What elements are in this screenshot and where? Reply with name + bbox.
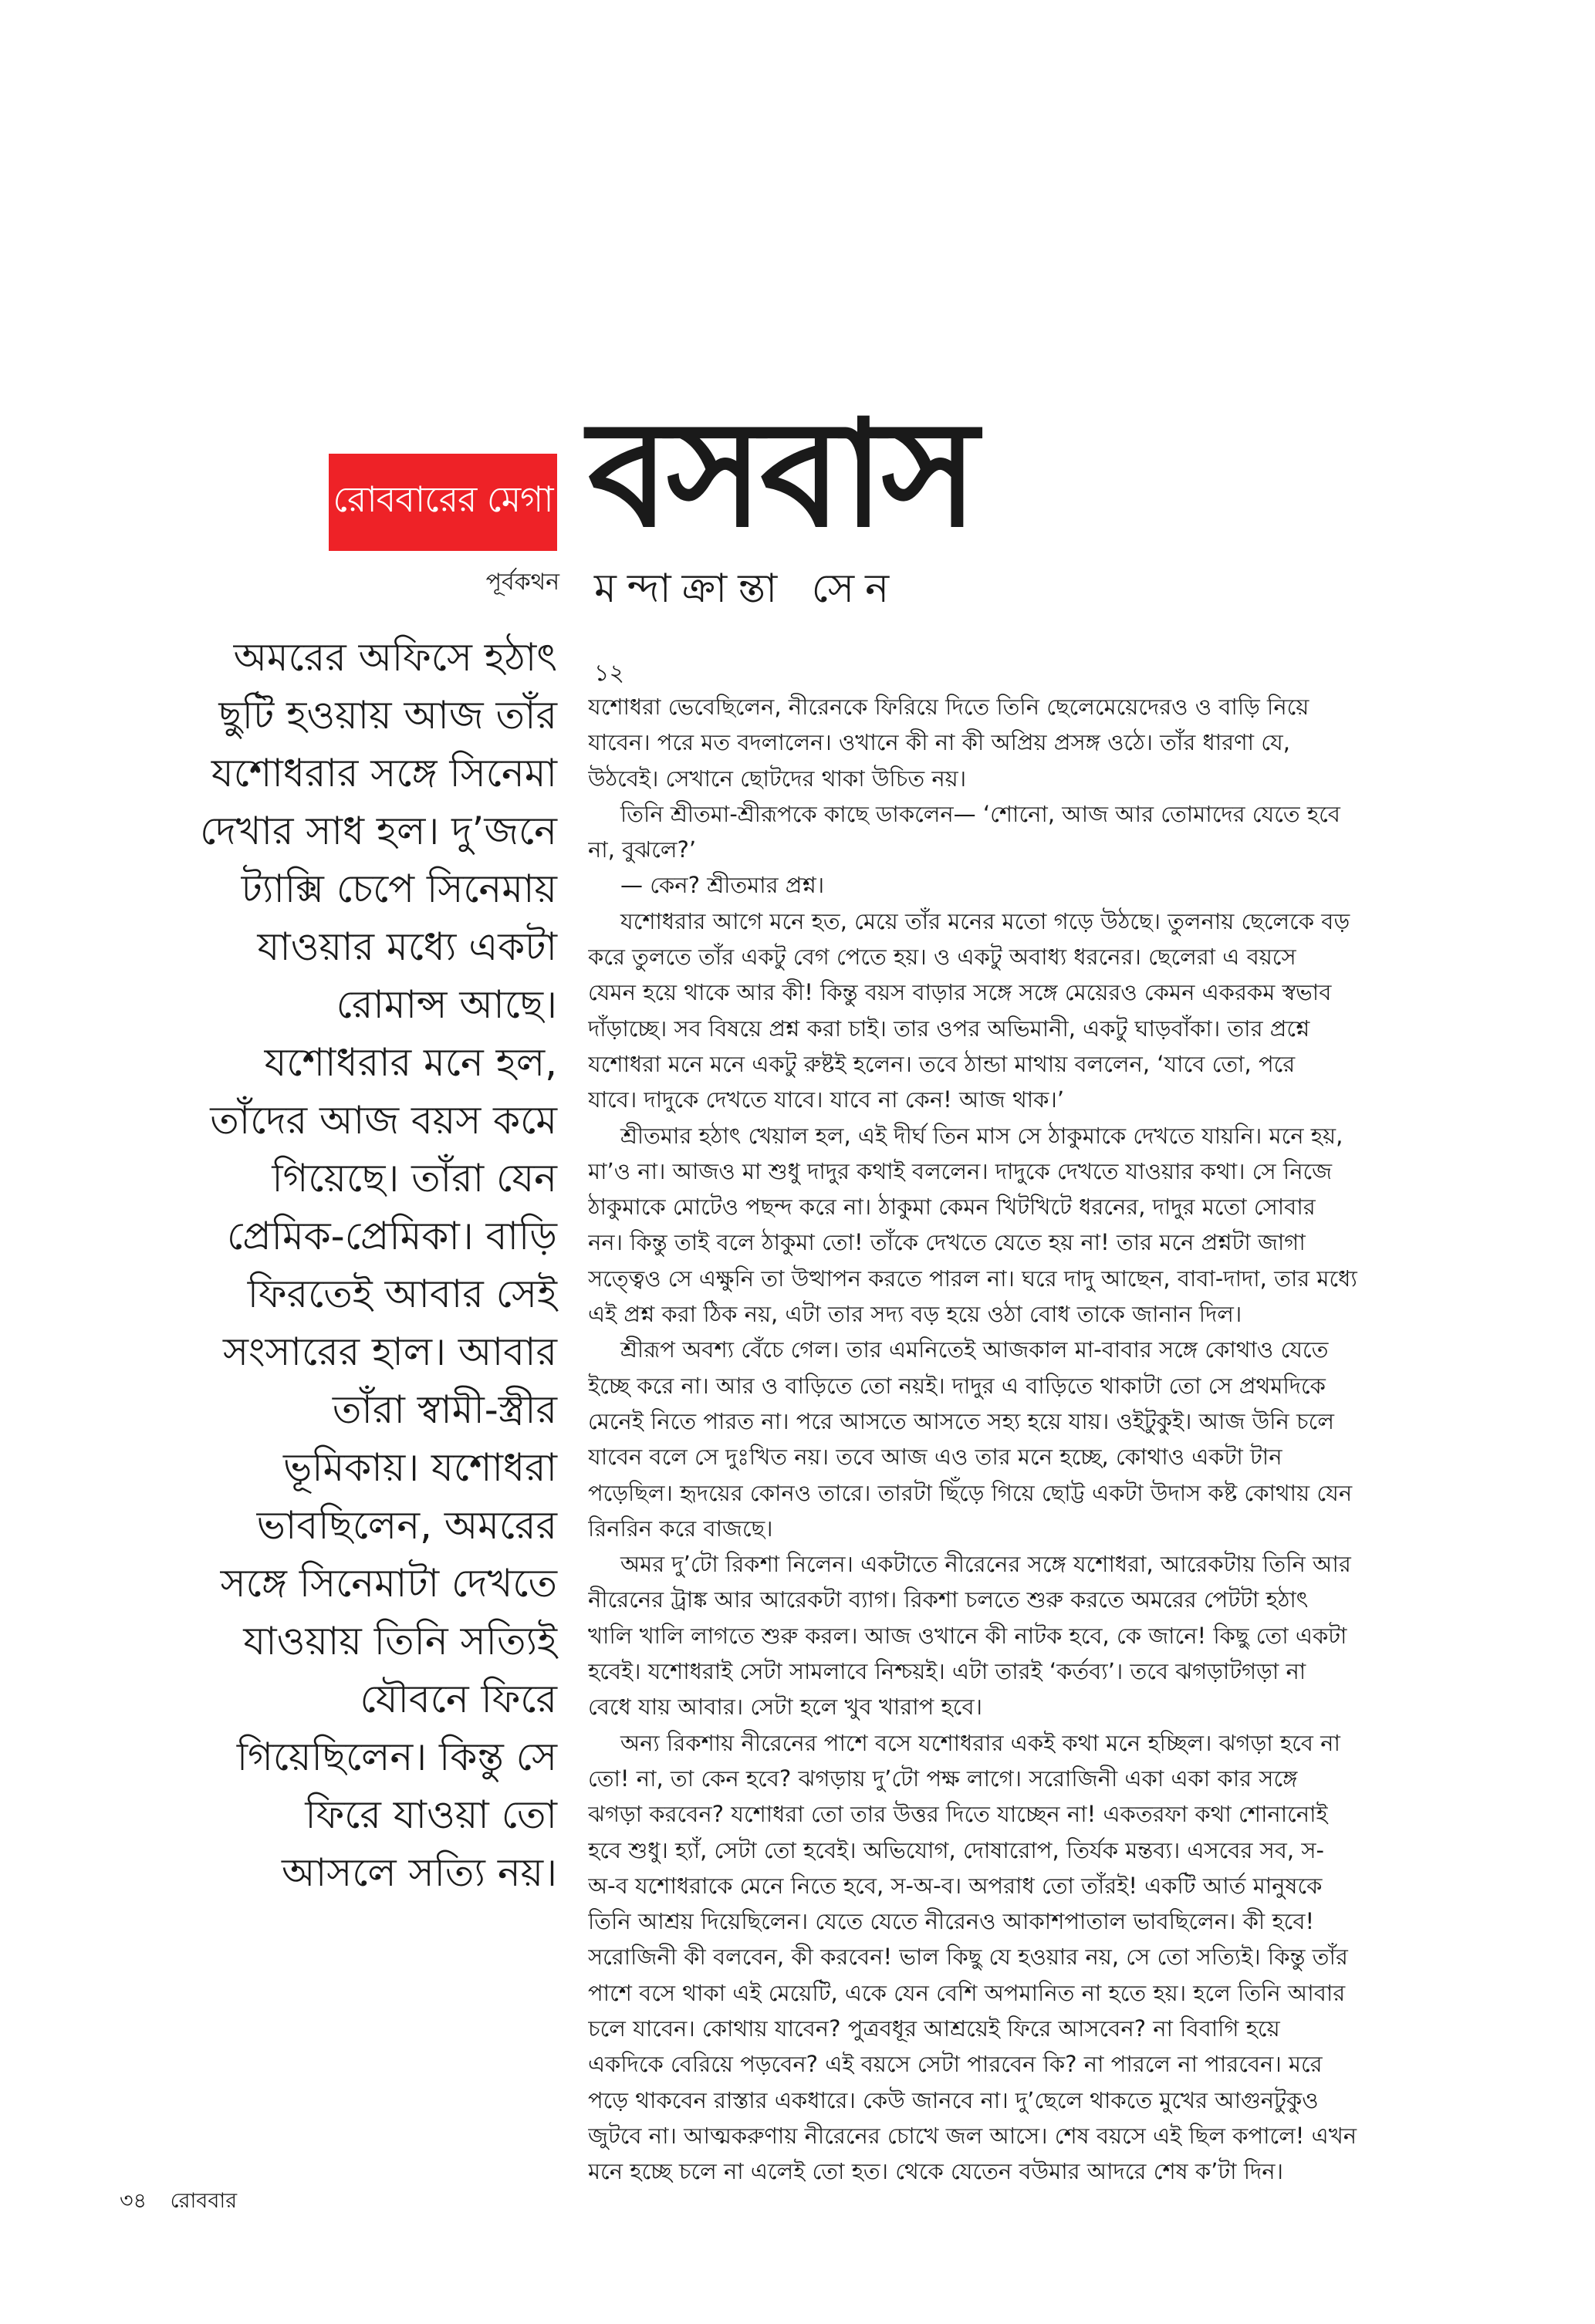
body-line: এই প্রশ্ন করা ঠিক নয়, এটা তার সদ্য বড় হয়ে ওঠা বোধ তাকে জানান দিল। (588, 1301, 1242, 1328)
body-line: সত্ত্বেও সে এক্ষুনি তা উত্থাপন করতে পারল না। ঘরে দাদু আছেন, বাবা-দাদা, তার মধ্যে (588, 1265, 1357, 1292)
body-line: দাঁড়াচ্ছে। সব বিষয়ে প্রশ্ন করা চাই। তার ওপর অভিমানী, একটু ঘাড়বাঁকা। তার প্রশ্নে (588, 1015, 1310, 1042)
pull-quote-line: রোমান্স আছে। (336, 982, 557, 1027)
body-line: সরোজিনী কী বলবেন, কী করবেন! ভাল কিছু যে হওয়ার নয়, সে তো সত্যিই। কিন্তু তাঁর (588, 1944, 1348, 1971)
body-line: করে তুলতে তাঁর একটু বেগ পেতে হয়। ও একটু অবাধ্য ধরনের। ছেলেরা এ বয়সে (588, 944, 1296, 971)
body-line: — কেন? শ্রীতমার প্রশ্ন। (620, 872, 825, 899)
publication-name: রোববার (170, 2189, 238, 2213)
author-name: মন্দাক্রান্তা সেন (594, 566, 901, 612)
body-line: যাবেন বলে সে দুঃখিত নয়। তবে আজ এও তার মনে হচ্ছে, কোথাও একটা টান (588, 1444, 1282, 1471)
body-line: অন্য রিকশায় নীরেনের পাশে বসে যশোধরার একই কথা মনে হচ্ছিল। ঝগড়া হবে না (620, 1729, 1340, 1756)
pull-quote-line: যশোধরার সঙ্গে সিনেমা (211, 751, 557, 795)
body-line: যেমন হয়ে থাকে আর কী! কিন্তু বয়স বাড়ার সঙ্গে সঙ্গে মেয়েরও কেমন একরকম স্বভাব (588, 979, 1332, 1006)
body-line: নীরেনের ট্রাঙ্ক আর আরেকটা ব্যাগ। রিকশা চলতে শুরু করতে অমরের পেটটা হঠাৎ (588, 1586, 1309, 1613)
body-line: তিনি আশ্রয় দিয়েছিলেন। যেতে যেতে নীরেনও আকাশপাতাল ভাবছিলেন। কী হবে! (588, 1908, 1315, 1935)
body-line: তো! না, তা কেন হবে? ঝগড়ায় দু’টো পক্ষ লাগে। সরোজিনী একা একা কার সঙ্গে (588, 1765, 1298, 1792)
pull-quote-line: ভাবছিলেন, অমরের (256, 1503, 557, 1548)
body-line: যাবে। দাদুকে দেখতে যাবে। যাবে না কেন! আজ থাক।’ (588, 1086, 1065, 1113)
body-line: তিনি শ্রীতমা-শ্রীরূপকে কাছে ডাকলেন— ‘শোনো, আজ আর তোমাদের যেতে হবে (620, 800, 1340, 827)
body-line: যশোধরা মনে মনে একটু রুষ্টই হলেন। তবে ঠান্ডা মাথায় বললেন, ‘যাবে তো, পরে (588, 1050, 1296, 1077)
pull-quote-line: সংসারের হাল। আবার (222, 1329, 557, 1374)
pull-quote-line: ভূমিকায়। যশোধরা (282, 1445, 557, 1490)
pull-quote-line: গিয়েছিলেন। কিন্তু সে (236, 1735, 557, 1779)
body-line: বেধে যায় আবার। সেটা হলে খুব খারাপ হবে। (588, 1694, 982, 1721)
pull-quote-line: যাওয়ায় তিনি সত্যিই (243, 1619, 557, 1664)
series-badge-label: রোববারের মেগা (333, 478, 553, 520)
body-line: একদিকে বেরিয়ে পড়বেন? এই বয়সে সেটা পারবেন কি? না পারলে না পারবেন। মরে (588, 2051, 1323, 2078)
body-line: জুটবে না। আত্মকরুণায় নীরেনের চোখে জল আসে। শেষ বয়সে এই ছিল কপালে! এখন (588, 2122, 1357, 2149)
pull-quote-line: সঙ্গে সিনেমাটা দেখতে (220, 1561, 557, 1606)
pull-quote-line: তাঁদের আজ বয়স কমে (210, 1098, 557, 1143)
body-line: নন। কিন্তু তাই বলে ঠাকুমা তো! তাঁকে দেখতে যেতে হয় না! তার মনে প্রশ্নটা জাগা (588, 1229, 1306, 1256)
body-line: পাশে বসে থাকা এই মেয়েটি, একে যেন বেশি অপমানিত না হতে হয়। হলে তিনি আবার (588, 1979, 1346, 2006)
pull-quote-line: গিয়েছে। তাঁরা যেন (272, 1156, 557, 1201)
page-number: ৩৪ (120, 2189, 147, 2213)
body-line: ইচ্ছে করে না। আর ও বাড়িতে তো নয়ই। দাদুর এ বাড়িতে থাকাটা তো সে প্রথমদিকে (588, 1372, 1326, 1399)
body-line: শ্রীরূপ অবশ্য বেঁচে গেল। তার এমনিতেই আজকাল মা-বাবার সঙ্গে কোথাও যেতে (620, 1336, 1329, 1363)
story-title: বসবাস (588, 389, 975, 559)
body-line: চলে যাবেন। কোথায় যাবেন? পুত্রবধূর আশ্রয়েই ফিরে আসবেন? না বিবাগি হয়ে (588, 2015, 1280, 2042)
pull-quote-line: অমরের অফিসে হঠাৎ (233, 635, 557, 680)
body-line: হবেই। যশোধরাই সেটা সামলাবে নিশ্চয়ই। এটা তারই ‘কর্তব্য’। তবে ঝগড়াটগড়া না (588, 1658, 1306, 1685)
pull-quote-line: দেখার সাধ হল। দু’জনে (200, 809, 557, 853)
body-line: পড়ে থাকবেন রাস্তার একধারে। কেউ জানবে না। দু’ছেলে থাকতে মুখের আগুনটুকুও (588, 2086, 1319, 2113)
body-line: মেনেই নিতে পারত না। পরে আসতে আসতে সহ্য হয়ে যায়। ওইটুকুই। আজ উনি চলে (588, 1407, 1334, 1434)
pull-quote-line: যৌবনে ফিরে (360, 1677, 557, 1721)
pull-quote-line: ছুটি হওয়ায় আজ তাঁর (218, 693, 557, 738)
pull-quote-line: ফিরে যাওয়া তো (305, 1792, 557, 1837)
pull-quote-line: যশোধরার মনে হল, (264, 1040, 557, 1085)
body-line: রিনরিন করে বাজছে। (588, 1515, 773, 1542)
pull-quote-line: ফিরতেই আবার সেই (247, 1272, 557, 1316)
article-body (588, 689, 1424, 2189)
body-line: অ-ব যশোধরাকে মেনে নিতে হবে, স-অ-ব। অপরাধ তো তাঁরই! একটি আর্ত মানুষকে (588, 1872, 1323, 1899)
body-line: ঝগড়া করবেন? যশোধরা তো তার উত্তর দিতে যাচ্ছেন না! একতরফা কথা শোনানোই (588, 1801, 1328, 1828)
body-line: যাবেন। পরে মত বদলালেন। ওখানে কী না কী অপ্রিয় প্রসঙ্গ ওঠে। তাঁর ধারণা যে, (588, 729, 1290, 756)
page-footer (120, 2185, 237, 2220)
body-line: হবে শুধু। হ্যাঁ, সেটা তো হবেই। অভিযোগ, দোষারোপ, তির্যক মন্তব্য। এসবের সব, স- (588, 1836, 1324, 1863)
pull-quote-line: আসলে সত্যি নয়। (281, 1850, 557, 1895)
body-line: মা’ও না। আজও মা শুধু দাদুর কথাই বললেন। দাদুকে দেখতে যাওয়ার কথা। সে নিজে (588, 1157, 1333, 1184)
pull-quote-line: যাওয়ার মধ্যে একটা (257, 924, 557, 969)
body-line: ঠাকুমাকে মোটেও পছন্দ করে না। ঠাকুমা কেমন খিটখিটে ধরনের, দাদুর মতো সোবার (588, 1194, 1316, 1221)
body-line: মনে হচ্ছে চলে না এলেই তো হত। থেকে যেতেন বউমার আদরে শেষ ক’টা দিন। (588, 2158, 1283, 2185)
pull-quote (154, 629, 557, 1902)
pull-quote-line: প্রেমিক-প্রেমিকা। বাড়ি (227, 1214, 557, 1258)
pull-quote-line: ট্যাক্সি চেপে সিনেমায় (241, 866, 557, 911)
body-line: অমর দু’টো রিকশা নিলেন। একটাতে নীরেনের সঙ্গে যশোধরা, আরেকটায় তিনি আর (620, 1551, 1351, 1578)
series-badge (329, 454, 557, 551)
body-line: উঠবেই। সেখানে ছোটদের থাকা উচিত নয়। (588, 765, 967, 792)
section-label: পূর্বকথন (485, 569, 559, 596)
body-line: পড়েছিল। হৃদয়ের কোনও তারে। তারটা ছিঁড়ে গিয়ে ছোট্ট একটা উদাস কষ্ট কোথায় যেন (588, 1479, 1353, 1506)
pull-quote-line: তাঁরা স্বামী-স্ত্রীর (332, 1387, 557, 1432)
body-line: যশোধরা ভেবেছিলেন, নীরেনকে ফিরিয়ে দিতে তিনি ছেলেমেয়েদেরও ও বাড়ি নিয়ে (588, 694, 1309, 720)
chapter-number: ১২ (594, 660, 624, 687)
body-line: না, বুঝলে?’ (588, 836, 697, 863)
body-line: যশোধরার আগে মনে হত, মেয়ে তাঁর মনের মতো গড়ে উঠছে। তুলনায় ছেলেকে বড় (620, 907, 1350, 934)
body-line: খালি খালি লাগতে শুরু করল। আজ ওখানে কী নাটক হবে, কে জানে! কিছু তো একটা (588, 1622, 1347, 1649)
body-line: শ্রীতমার হঠাৎ খেয়াল হল, এই দীর্ঘ তিন মাস সে ঠাকুমাকে দেখতে যায়নি। মনে হয়, (620, 1122, 1343, 1149)
